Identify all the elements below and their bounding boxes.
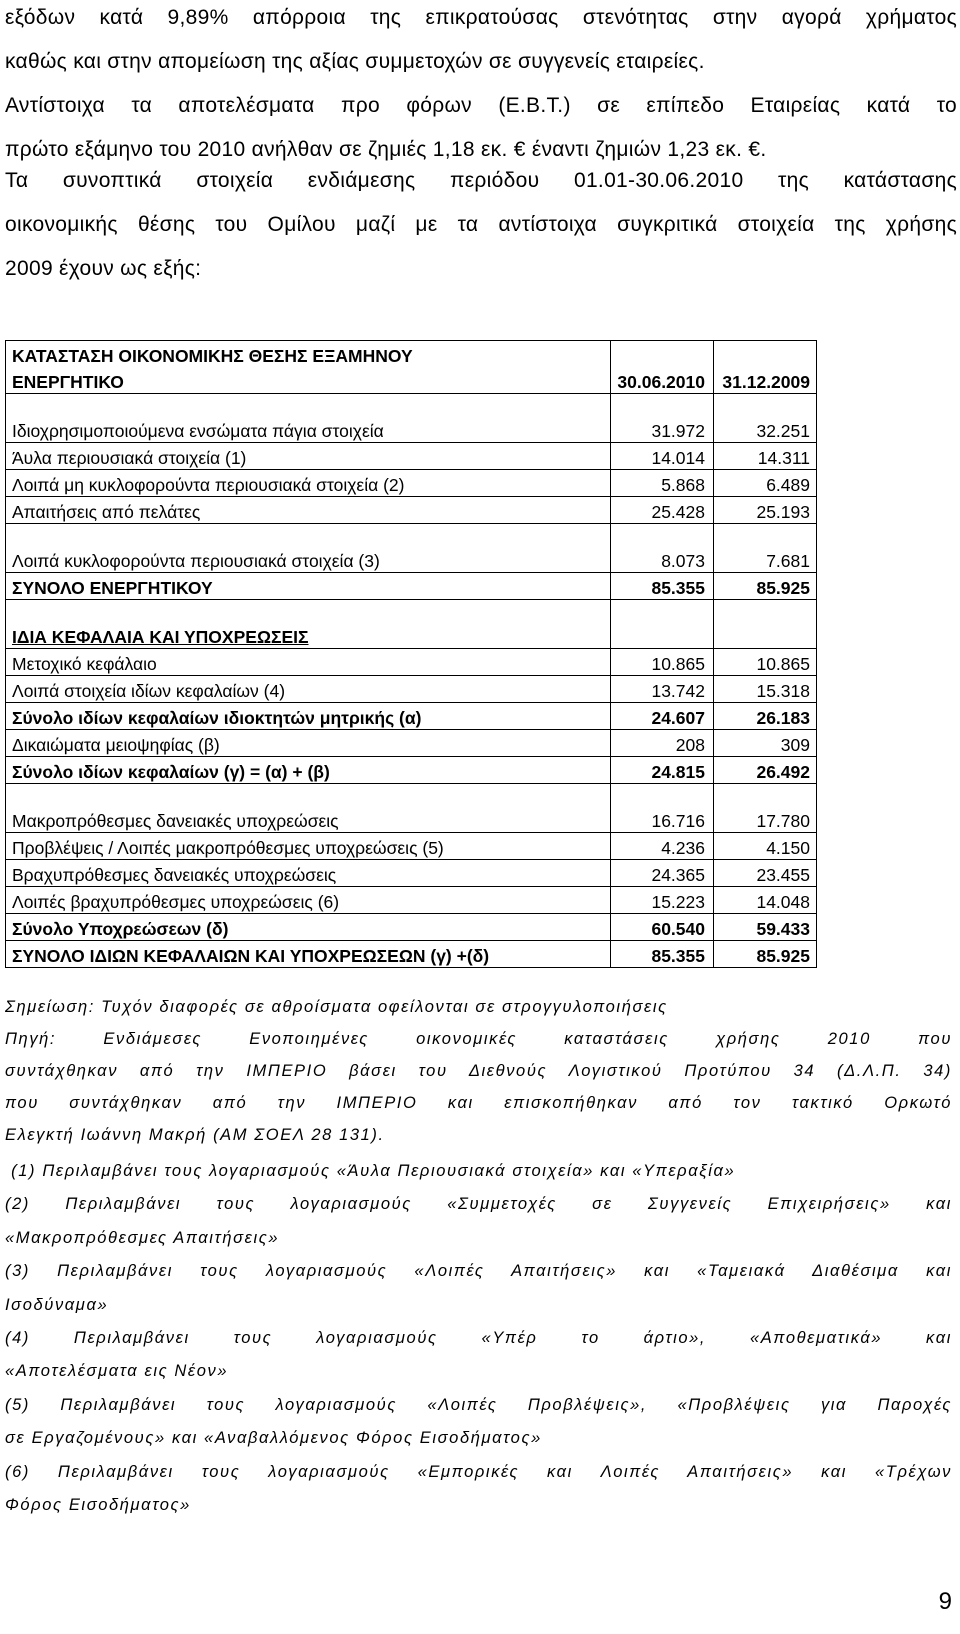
table-row (6, 757, 817, 784)
row-value-2009: 26.492 (714, 757, 817, 784)
table-header-row (6, 367, 817, 394)
footnote-5-cont: σε Εργαζομένους» και «Αναβαλλόμενος Φόρος Εισοδήματος» (5, 1429, 542, 1448)
row-value-2009: 14.311 (714, 443, 817, 470)
table-row (6, 443, 817, 470)
row-label: ΣΥΝΟΛΟ ΕΝΕΡΓΗΤΙΚΟΥ (6, 573, 611, 600)
footnote-1: (1) Περιλαμβάνει τους λογαριασμούς «Άυλα Περιουσιακά στοιχεία» και «Υπεραξία» (5, 1162, 736, 1180)
row-value-2010: 24.365 (611, 860, 714, 887)
summary-line: οικονομικής θέσης του Ομίλου μαζί με τα αντίστοιχα συγκριτικά στοιχεία της χρήσης (5, 213, 957, 236)
row-label: Άυλα περιουσιακά στοιχεία (1) (6, 443, 611, 470)
intro-paragraph (5, 0, 957, 172)
note-line: Πηγή: Ενδιάμεσες Ενοποιημένες οικονομικές καταστάσεις χρήσης 2010 που (5, 1030, 952, 1048)
summary-paragraph (5, 159, 957, 291)
row-value-2009: 26.183 (714, 703, 817, 730)
footnotes (5, 1155, 952, 1522)
intro-line: πρώτο εξάμηνο του 2010 ανήλθαν σε ζημιές 1,18 εκ. € έναντι ζημιών 1,23 εκ. €. (5, 138, 767, 161)
row-value-2009: 17.780 (714, 806, 817, 833)
row-value-2009: 59.433 (714, 914, 817, 941)
row-label: ΣΥΝΟΛΟ ΙΔΙΩΝ ΚΕΦΑΛΑΙΩΝ ΚΑΙ ΥΠΟΧΡΕΩΣΕΩΝ (γ) +(δ) (6, 941, 611, 968)
row-label: Βραχυπρόθεσμες δανειακές υποχρεώσεις (6, 860, 611, 887)
table-row (6, 497, 817, 524)
row-value-2009: 7.681 (714, 546, 817, 573)
footnote-3-cont: Ισοδύναμα» (5, 1295, 109, 1314)
table-title: ΚΑΤΑΣΤΑΣΗ ΟΙΚΟΝΟΜΙΚΗΣ ΘΕΣΗΣ ΕΞΑΜΗΝΟΥ (6, 341, 611, 368)
row-value-2010: 10.865 (611, 649, 714, 676)
footnote-4: (4) Περιλαμβάνει τους λογαριασμούς «Υπέρ το άρτιο», «Αποθεματικά» και (5, 1329, 952, 1348)
row-label: Σύνολο ιδίων κεφαλαίων ιδιοκτητών μητρικής (α) (6, 703, 611, 730)
assets-header: ΕΝΕΡΓΗΤΙΚΟ (6, 367, 611, 394)
row-label: Λοιπές βραχυπρόθεσμες υποχρεώσεις (6) (6, 887, 611, 914)
row-value-2010: 60.540 (611, 914, 714, 941)
table-row (6, 703, 817, 730)
row-value-2010: 15.223 (611, 887, 714, 914)
table-row (6, 416, 817, 443)
row-value-2009: 10.865 (714, 649, 817, 676)
row-value-2009: 15.318 (714, 676, 817, 703)
note-line: που συντάχθηκαν από την ΙΜΠΕΡΙΟ και επισκοπήθηκαν από τον τακτικό Ορκωτό (5, 1094, 952, 1112)
intro-line: εξόδων κατά 9,89% απόρροια της επικρατούσας στενότητας στην αγορά χρήματος (5, 6, 957, 29)
table-row (6, 649, 817, 676)
row-value-2009: 23.455 (714, 860, 817, 887)
equity-header-row (6, 622, 817, 649)
table-row (6, 730, 817, 757)
footnote-6: (6) Περιλαμβάνει τους λογαριασμούς «Εμπορικές και Λοιπές Απαιτήσεις» και «Τρέχων (5, 1462, 952, 1481)
summary-line: 2009 έχουν ως εξής: (5, 257, 202, 280)
row-label: Σύνολο Υποχρεώσεων (δ) (6, 914, 611, 941)
table-title-row (6, 341, 817, 368)
row-value-2010: 5.868 (611, 470, 714, 497)
row-value-2010: 16.716 (611, 806, 714, 833)
row-value-2010: 208 (611, 730, 714, 757)
intro-line: Αντίστοιχα τα αποτελέσματα προ φόρων (Ε.Β.Τ.) σε επίπεδο Εταιρείας κατά το (5, 94, 957, 117)
footnote-3: (3) Περιλαμβάνει τους λογαριασμούς «Λοιπές Απαιτήσεις» και «Ταμειακά Διαθέσιμα και (5, 1262, 952, 1281)
note-line: συντάχθηκαν από την ΙΜΠΕΡΙΟ βάσει του Διεθνούς Λογιστικού Προτύπου 34 (Δ.Λ.Π. 34) (5, 1062, 952, 1080)
intro-line: καθώς και στην απομείωση της αξίας συμμετοχών σε συγγενείς εταιρείες. (5, 50, 705, 73)
grand-total-row (6, 941, 817, 968)
row-value-2009: 25.193 (714, 497, 817, 524)
financial-position-table (5, 340, 817, 968)
note-line: Ελεγκτή Ιωάννη Μακρή (ΑΜ ΣΟΕΛ 28 131). (5, 1126, 385, 1144)
row-label: Μετοχικό κεφάλαιο (6, 649, 611, 676)
footnote-6-cont: Φόρος Εισοδήματος» (5, 1496, 191, 1515)
table-row (6, 833, 817, 860)
row-value-2010: 24.815 (611, 757, 714, 784)
table-row (6, 914, 817, 941)
summary-line: Τα συνοπτικά στοιχεία ενδιάμεσης περιόδου 01.01-30.06.2010 της κατάστασης (5, 169, 957, 192)
row-value-2010: 24.607 (611, 703, 714, 730)
row-label: Μακροπρόθεσμες δανειακές υποχρεώσεις (6, 806, 611, 833)
equity-header: ΙΔΙΑ ΚΕΦΑΛΑΙΑ ΚΑΙ ΥΠΟΧΡΕΩΣΕΙΣ (6, 622, 611, 649)
row-value-2010: 14.014 (611, 443, 714, 470)
table-row (6, 806, 817, 833)
row-value-2009: 4.150 (714, 833, 817, 860)
row-value-2009: 309 (714, 730, 817, 757)
rounding-note: Σημείωση: Τυχόν διαφορές σε αθροίσματα οφείλονται σε στρογγυλοποιήσεις (5, 998, 668, 1016)
row-label: Λοιπά κυκλοφορούντα περιουσιακά στοιχεία (3) (6, 546, 611, 573)
total-assets-row (6, 573, 817, 600)
row-value-2010: 4.236 (611, 833, 714, 860)
row-label: Ιδιοχρησιμοποιούμενα ενσώματα πάγια στοιχεία (6, 416, 611, 443)
footnote-2: (2) Περιλαμβάνει τους λογαριασμούς «Συμμετοχές σε Συγγενείς Επιχειρήσεις» και (5, 1195, 952, 1214)
row-value-2009: 85.925 (714, 573, 817, 600)
row-value-2010: 13.742 (611, 676, 714, 703)
table-row (6, 676, 817, 703)
row-label: Προβλέψεις / Λοιπές μακροπρόθεσμες υποχρεώσεις (5) (6, 833, 611, 860)
row-value-2010: 85.355 (611, 941, 714, 968)
table-row (6, 860, 817, 887)
row-label: Λοιπά μη κυκλοφορούντα περιουσιακά στοιχεία (2) (6, 470, 611, 497)
row-label: Δικαιώματα μειοψηφίας (β) (6, 730, 611, 757)
column-header-2010: 30.06.2010 (611, 367, 714, 394)
row-value-2009: 14.048 (714, 887, 817, 914)
row-label: Λοιπά στοιχεία ιδίων κεφαλαίων (4) (6, 676, 611, 703)
row-value-2010: 85.355 (611, 573, 714, 600)
row-label: Απαιτήσεις από πελάτες (6, 497, 611, 524)
row-value-2010: 25.428 (611, 497, 714, 524)
row-label: Σύνολο ιδίων κεφαλαίων (γ) = (α) + (β) (6, 757, 611, 784)
footnote-4-cont: «Αποτελέσματα εις Νέον» (5, 1362, 229, 1381)
table-row (6, 546, 817, 573)
footnote-5: (5) Περιλαμβάνει τους λογαριασμούς «Λοιπές Προβλέψεις», «Προβλέψεις για Παροχές (5, 1395, 952, 1414)
row-value-2009: 6.489 (714, 470, 817, 497)
notes-block (5, 993, 952, 1021)
table-row (6, 887, 817, 914)
row-value-2009: 32.251 (714, 416, 817, 443)
row-value-2010: 31.972 (611, 416, 714, 443)
row-value-2010: 8.073 (611, 546, 714, 573)
column-header-2009: 31.12.2009 (714, 367, 817, 394)
footnote-2-cont: «Μακροπρόθεσμες Απαιτήσεις» (5, 1228, 280, 1247)
source-note (5, 1023, 952, 1151)
table-row (6, 470, 817, 497)
row-value-2009: 85.925 (714, 941, 817, 968)
page-number: 9 (938, 1588, 952, 1615)
